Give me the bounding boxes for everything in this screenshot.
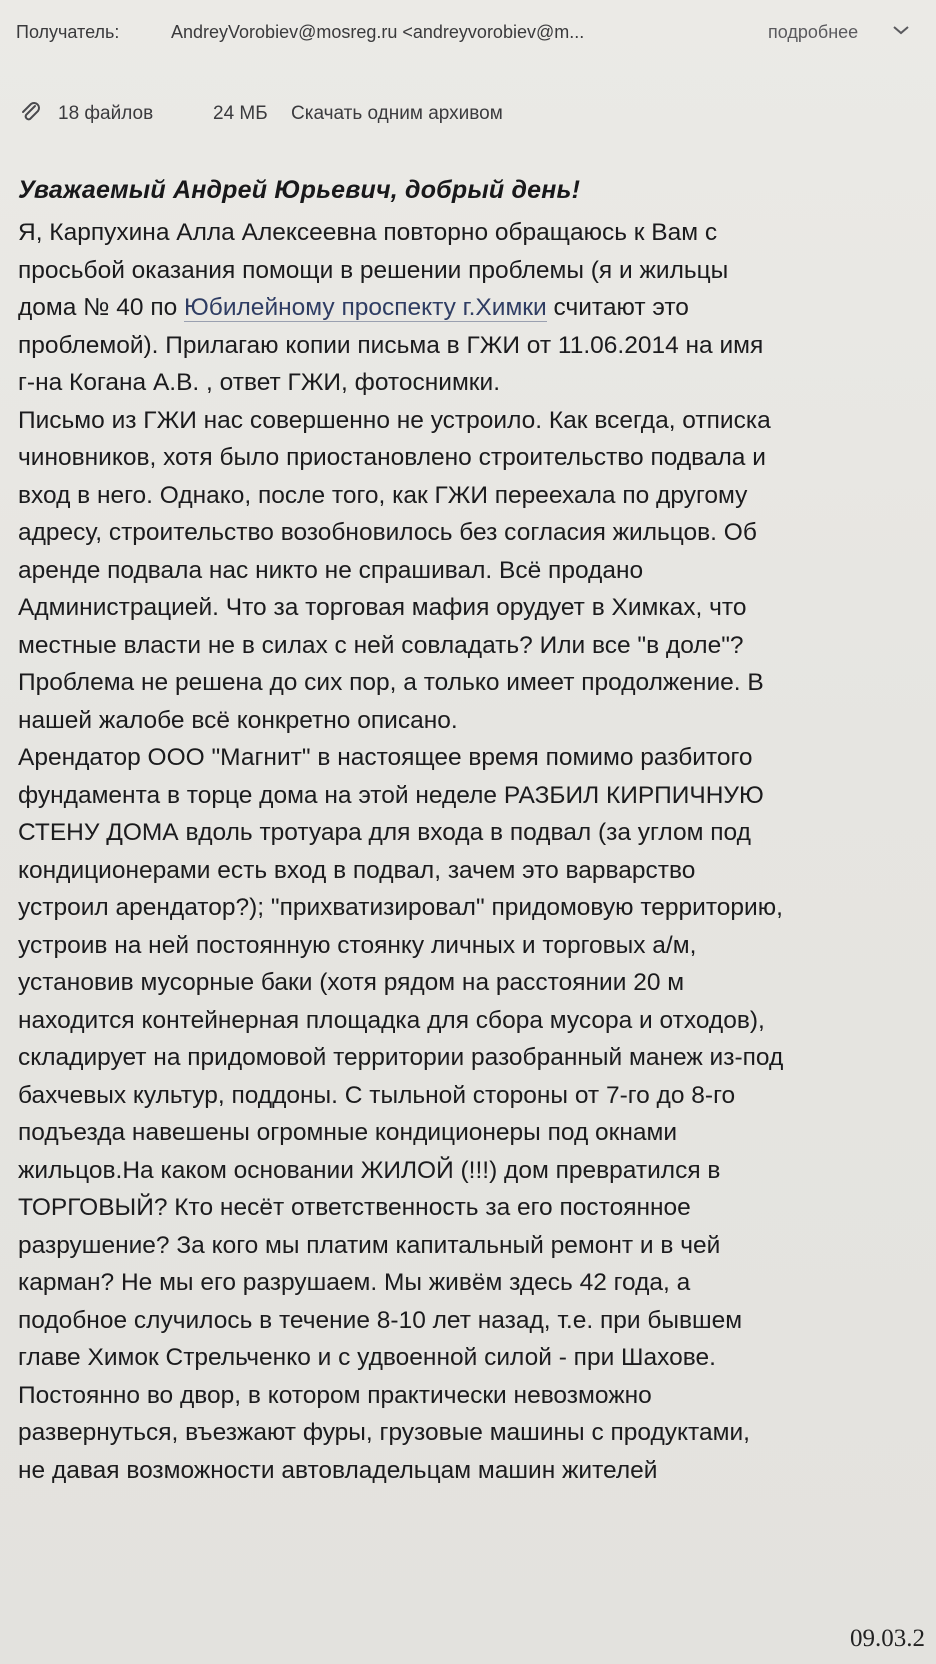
message-line: подобное случилось в течение 8-10 лет назад, т.е. при бывшем bbox=[18, 1306, 743, 1334]
message-line: Арендатор ООО "Магнит" в настоящее время помимо разбитого bbox=[18, 744, 753, 771]
message-line: просьбой оказания помощи в решении проблемы (я и жильцы bbox=[18, 256, 729, 284]
message-line: Администрацией. Что за торговая мафия орудует в Химках, что bbox=[18, 594, 747, 621]
message-line: адресу, строительство возобновилось без согласия жильцов. Об bbox=[18, 519, 757, 546]
message-line: устроил арендатор?); "прихватизировал" придомовую территорию, bbox=[18, 894, 783, 921]
details-link[interactable]: подробнее bbox=[768, 22, 859, 42]
message-line: жильцов.На каком основании ЖИЛОЙ (!!!) дом превратился в bbox=[18, 1156, 721, 1184]
message-line: установив мусорные баки (хотя рядом на расстоянии 20 м bbox=[18, 969, 685, 996]
message-line: не давая возможности автовладельцам машин жителей bbox=[18, 1456, 658, 1484]
greeting: Уважаемый Андрей Юрьевич, добрый день! bbox=[18, 176, 581, 204]
message-line: главе Химок Стрельченко и с удвоенной силой - при Шахове. bbox=[18, 1344, 716, 1371]
message-line: находится контейнерная площадка для сбора мусора и отходов), bbox=[18, 1006, 765, 1034]
attachments-size: 24 МБ bbox=[213, 103, 268, 124]
message-line: Постоянно во двор, в котором практически невозможно bbox=[18, 1381, 652, 1409]
message-line: Письмо из ГЖИ нас совершенно не устроило. Как всегда, отписка bbox=[18, 406, 771, 434]
message-line: разрушение? За кого мы платим капитальный ремонт и в чей bbox=[18, 1231, 721, 1259]
message-line: развернуться, въезжают фуры, грузовые машины с продуктами, bbox=[18, 1419, 750, 1446]
message-line: чиновников, хотя было приостановлено строительство подвала и bbox=[18, 444, 766, 471]
message-line: кондиционерами есть вход в подвал, зачем это варварство bbox=[18, 856, 696, 884]
message-line: подъезда навешены огромные кондиционеры под окнами bbox=[18, 1119, 678, 1146]
message-line: аренде подвала нас никто не спрашивал. Всё продано bbox=[18, 556, 644, 584]
message-line: местные власти не в силах с ней совладать? Или все "в доле"? bbox=[18, 631, 744, 659]
message-line: нашей жалобе всё конкретно описано. bbox=[18, 706, 458, 734]
recipient-header bbox=[16, 18, 920, 48]
message-line: бахчевых культур, поддоны. С тыльной стороны от 7-го до 8-го bbox=[18, 1081, 736, 1109]
chevron-down-icon[interactable] bbox=[891, 20, 911, 40]
paperclip-icon bbox=[18, 100, 44, 126]
date-stamp: 09.03.2 bbox=[850, 1625, 925, 1652]
link-line-prefix: дома № 40 по bbox=[18, 294, 185, 321]
message-line: проблемой). Прилагаю копии письма в ГЖИ от 11.06.2014 на имя bbox=[18, 331, 764, 359]
recipient-address[interactable]: AndreyVorobiev@mosreg.ru <andreyvorobiev@m... bbox=[171, 22, 585, 42]
link-line-suffix: считают это bbox=[546, 294, 689, 321]
message-body bbox=[18, 214, 918, 1489]
message-line: ТОРГОВЫЙ? Кто несёт ответственность за его постоянное bbox=[18, 1194, 691, 1221]
download-archive-link[interactable]: Скачать одним архивом bbox=[291, 103, 503, 124]
address-link[interactable]: Юбилейному проспекту г.Химки bbox=[184, 294, 547, 321]
message-line: устроив на ней постоянную стоянку личных и торговых а/м, bbox=[18, 931, 697, 959]
message-line: Проблема не решена до сих пор, а только имеет продолжение. В bbox=[18, 669, 764, 696]
message-line: складирует на придомовой территории разобранный манеж из-под bbox=[18, 1044, 784, 1071]
attachments-count: 18 файлов bbox=[58, 103, 154, 124]
message-line: фундамента в торце дома на этой неделе РАЗБИЛ КИРПИЧНУЮ bbox=[18, 781, 764, 809]
message-line: Я, Карпухина Алла Алексеевна повторно обращаюсь к Вам с bbox=[18, 219, 718, 246]
message-line-with-link bbox=[18, 289, 918, 327]
message-line: вход в него. Однако, после того, как ГЖИ переехала по другому bbox=[18, 481, 748, 509]
message-line: г-на Когана А.В. , ответ ГЖИ, фотоснимки. bbox=[18, 369, 500, 396]
message-line: СТЕНУ ДОМА вдоль тротуара для входа в подвал (за углом под bbox=[18, 819, 751, 846]
recipient-label: Получатель: bbox=[16, 22, 120, 42]
message-line: карман? Не мы его разрушаем. Мы живём здесь 42 года, а bbox=[18, 1269, 691, 1296]
